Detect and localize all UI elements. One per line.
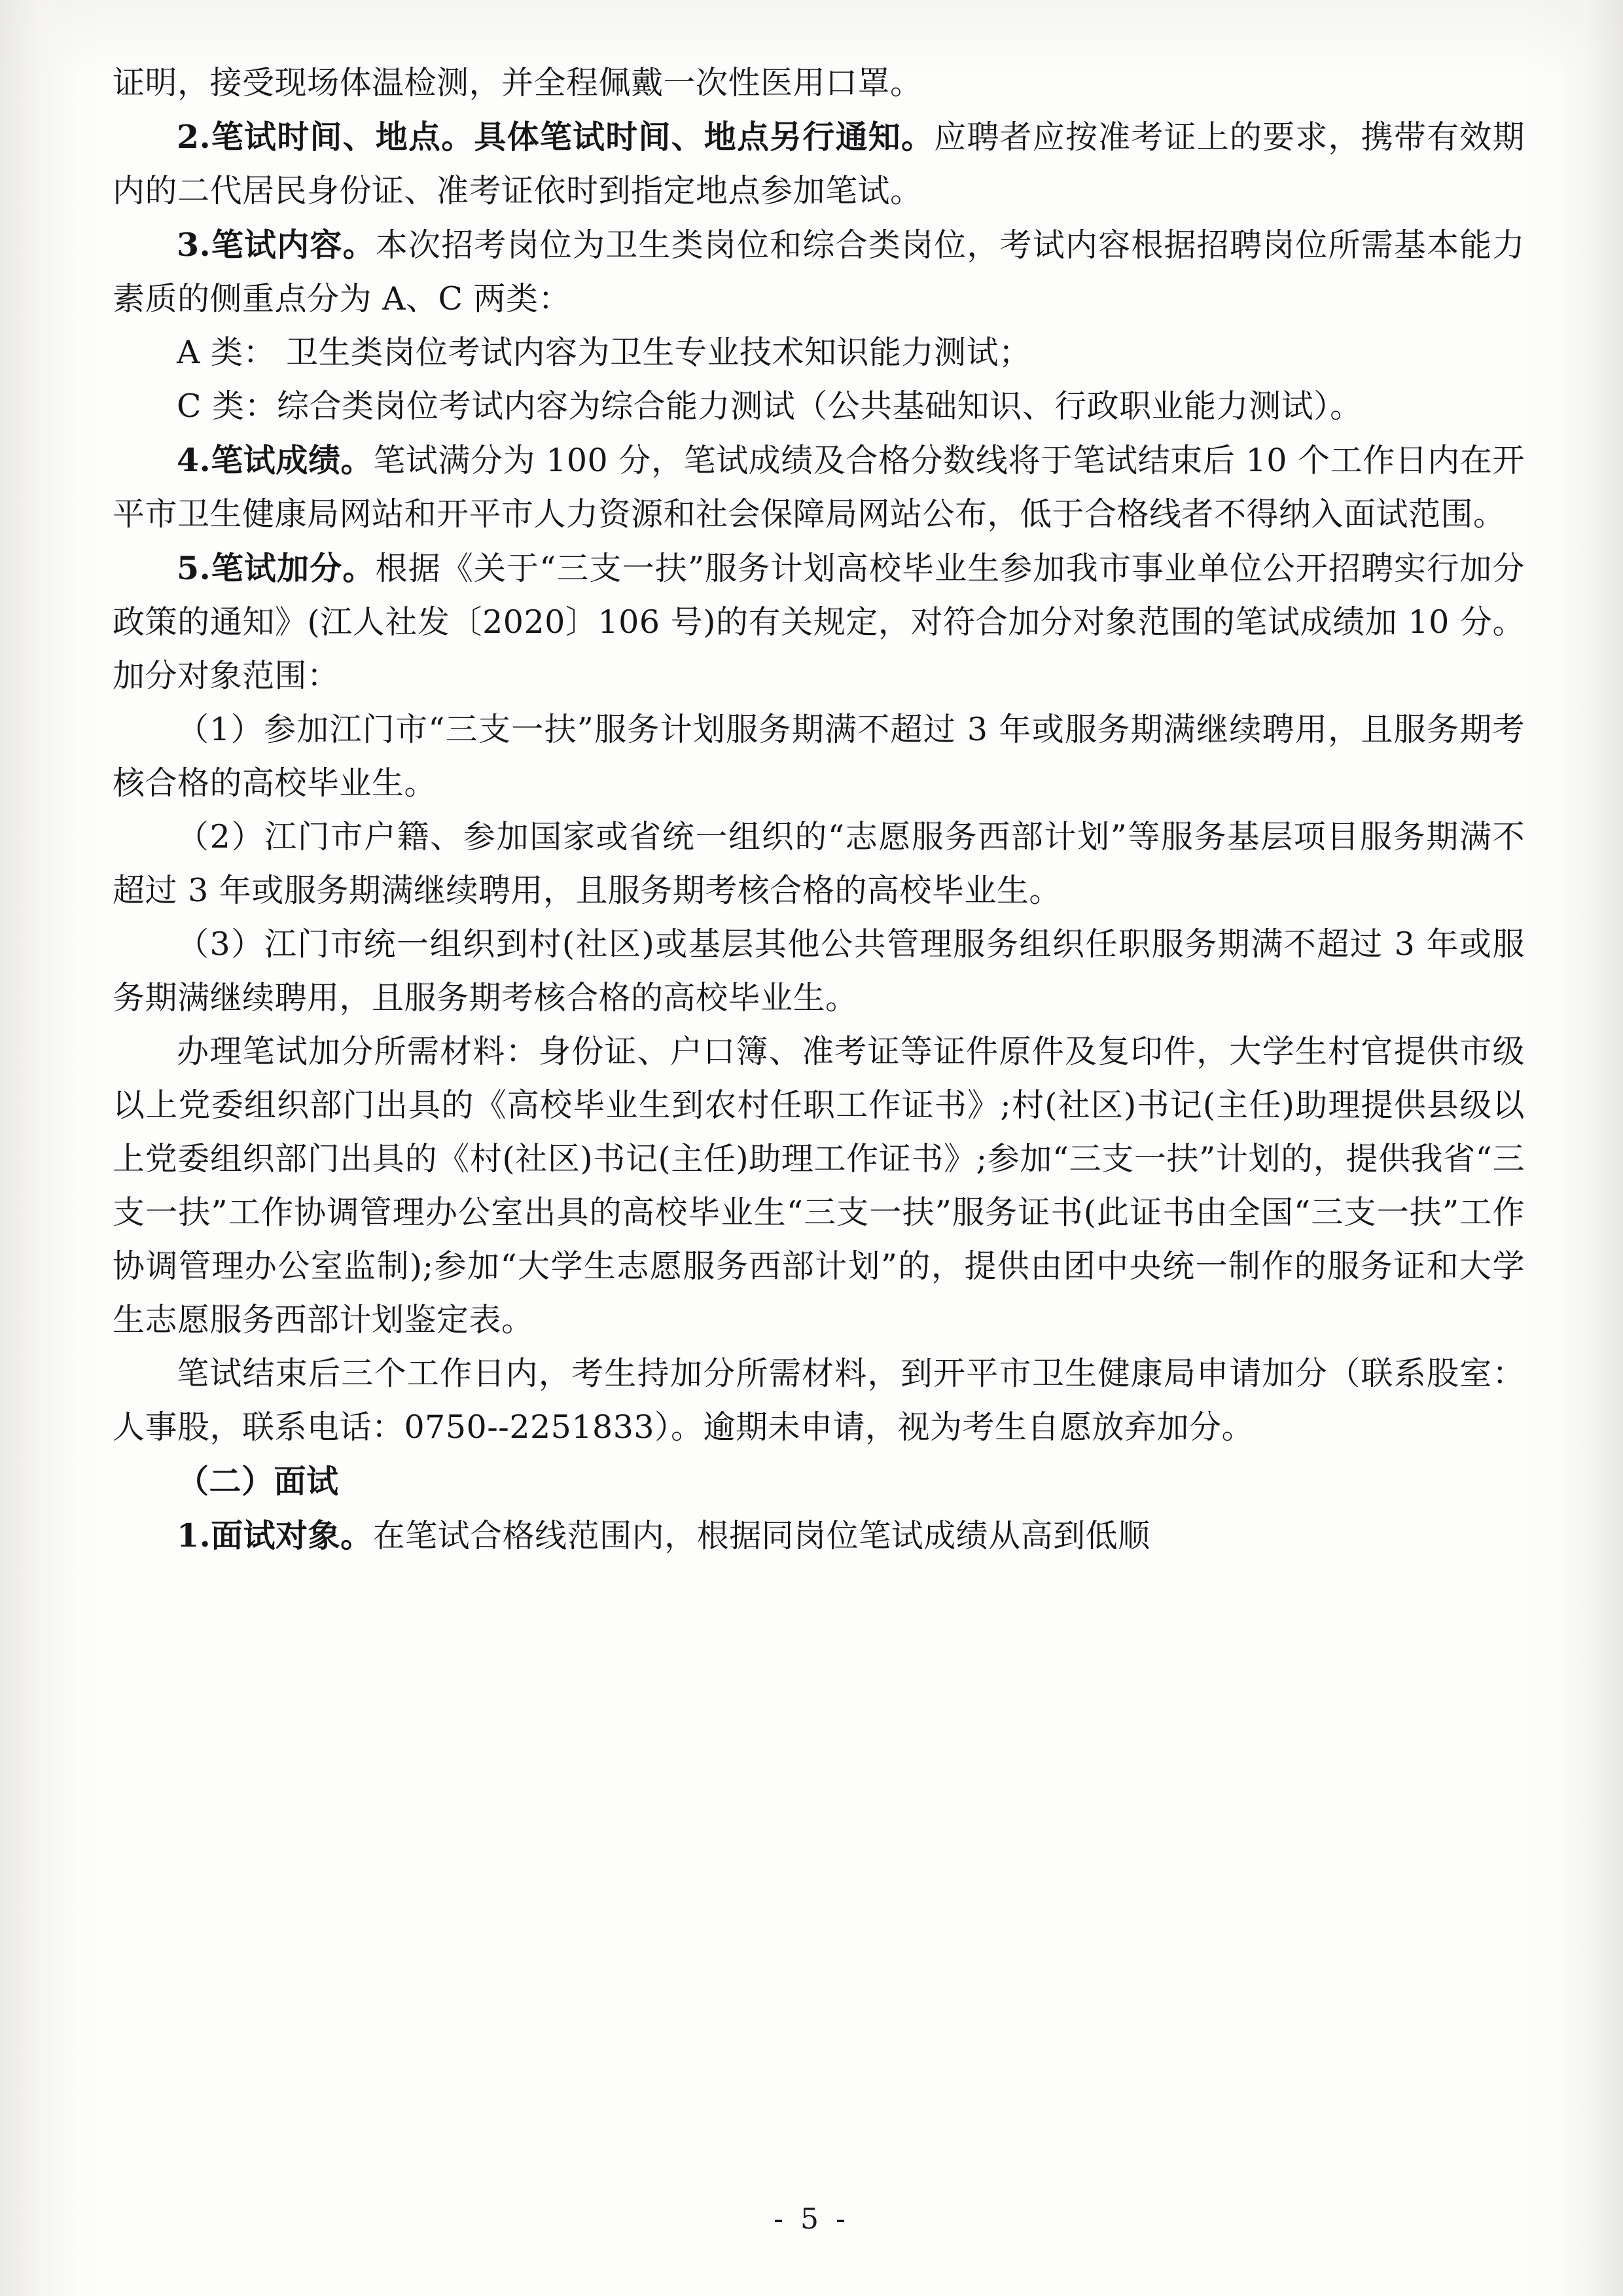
paragraph-category-a bbox=[113, 326, 1525, 380]
paragraph-bold-lead: 5.笔试加分。 bbox=[177, 549, 376, 587]
paragraph-text: 笔试结束后三个工作日内，考生持加分所需材料，到开平市卫生健康局申请加分（联系股室：人事股，联系电话：0750--2251833）。逾期未申请，视为考生自愿放弃加分。 bbox=[113, 1355, 1525, 1446]
paragraph-text: 笔试满分为 100 分，笔试成绩及合格分数线将于笔试结束后 10 个工作日内在开平市卫生健康局网站和开平市人力资源和社会保障局网站公布，低于合格线者不得纳入面试范围。 bbox=[113, 442, 1525, 533]
paragraph-continued-health-declaration bbox=[113, 56, 1525, 110]
paragraph-text: 在笔试合格线范围内，根据同岗位笔试成绩从高到低顺 bbox=[372, 1517, 1150, 1554]
paragraph-item-2-written-exam-time-place bbox=[113, 110, 1525, 218]
paragraph-text: 证明，接受现场体温检测，并全程佩戴一次性医用口罩。 bbox=[113, 64, 923, 101]
paragraph-bonus-2 bbox=[113, 810, 1525, 918]
paragraph-bonus-1 bbox=[113, 703, 1525, 810]
paragraph-text: 应聘者应按准考证上的要求，携带有效期内的二代居民身份证、准考证依时到指定地点参加笔试。 bbox=[113, 118, 1525, 209]
page-right-edge-shadow bbox=[1560, 0, 1623, 2296]
paragraph-item-1-interview-candidates bbox=[113, 1509, 1525, 1563]
paragraph-text: A 类： 卫生类岗位考试内容为卫生专业技术知识能力测试； bbox=[177, 334, 1031, 371]
paragraph-item-5-written-exam-bonus bbox=[113, 541, 1525, 703]
paragraph-text: 根据《关于“三支一扶”服务计划高校毕业生参加我市事业单位公开招聘实行加分政策的通知》(江人社发〔2020〕106 号)的有关规定，对符合加分对象范围的笔试成绩加 10 分。加分对象范围： bbox=[113, 550, 1525, 694]
paragraph-bold-lead: 4.笔试成绩。 bbox=[177, 441, 374, 479]
paragraph-text: 本次招考岗位为卫生类岗位和综合类岗位，考试内容根据招聘岗位所需基本能力素质的侧重点分为 A、C 两类： bbox=[113, 226, 1525, 317]
paragraph-bold-lead: 1.面试对象。 bbox=[177, 1516, 373, 1554]
paragraph-item-3-written-exam-content bbox=[113, 218, 1525, 326]
page-body-text bbox=[113, 56, 1525, 1563]
page-left-edge-shadow bbox=[0, 0, 77, 2296]
page-number: - 5 - bbox=[774, 2202, 849, 2236]
paragraph-item-4-written-exam-score bbox=[113, 433, 1525, 541]
paragraph-bold-lead: 2.笔试时间、地点。具体笔试时间、地点另行通知。 bbox=[177, 118, 935, 156]
paragraph-text: （2）江门市户籍、参加国家或省统一组织的“志愿服务西部计划”等服务基层项目服务期满不超过 3 年或服务期满继续聘用，且服务期考核合格的高校毕业生。 bbox=[113, 818, 1525, 909]
paragraph-text: （3）江门市统一组织到村(社区)或基层其他公共管理服务组织任职服务期满不超过 3 年或服务期满继续聘用，且服务期考核合格的高校毕业生。 bbox=[113, 925, 1525, 1016]
paragraph-text: （1）参加江门市“三支一扶”服务计划服务期满不超过 3 年或服务期满继续聘用，且服务期考核合格的高校毕业生。 bbox=[113, 711, 1525, 802]
paragraph-bold-lead: （二）面试 bbox=[177, 1462, 339, 1500]
paragraph-bold-lead: 3.笔试内容。 bbox=[177, 226, 376, 264]
paragraph-bonus-3 bbox=[113, 918, 1525, 1025]
paragraph-bonus-materials bbox=[113, 1025, 1525, 1347]
paragraph-text: C 类：综合类岗位考试内容为综合能力测试（公共基础知识、行政职业能力测试）。 bbox=[177, 387, 1363, 425]
paragraph-bonus-application bbox=[113, 1347, 1525, 1454]
paragraph-category-c bbox=[113, 380, 1525, 433]
paragraph-section-2-interview bbox=[113, 1454, 1525, 1509]
paragraph-text: 办理笔试加分所需材料：身份证、户口簿、准考证等证件原件及复印件，大学生村官提供市级以上党委组织部门出具的《高校毕业生到农村任职工作证书》;村(社区)书记(主任)助理提供县级以上党委组织部门出具的《村(社区)书记(主任)助理工作证书》;参加“三支一扶”计划的，提供我省“三支一扶”工作协调管理办公室出具的高校毕业生“三支一扶”服务证书(此证书由全国“三支一扶”工作协调管理办公室监制);参加“大学生志愿服务西部计划”的，提供由团中央统一制作的服务证和大学生志愿服务西部计划鉴定表。 bbox=[113, 1033, 1525, 1338]
